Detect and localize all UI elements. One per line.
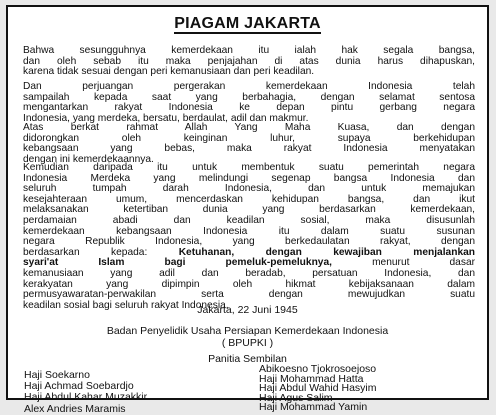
paragraph-line: dengan ini kemerdekaannya. [23,153,154,165]
paragraph-line: kerakyatan yang dipimpin oleh hikmat kebijaksanaan dalam [23,278,475,290]
signatory: Haji Abdul Wahid Hasyim [259,382,377,395]
paragraph-line: kesejahteraan umum, mencerdaskan kehidupan bangsa, dan ikut [23,193,475,205]
paragraph-line: perdamaian abadi dan keadilan sosial, maka disusunlah [23,214,475,226]
paragraph-line: Kemudian daripada itu untuk membentuk suatu pemerintah negara [23,162,475,173]
paragraph-line: Bahwa sesungguhnya kemerdekaan itu ialah hak segala bangsa, [23,45,475,56]
committee-abbreviation: ( BPUPKI ) [221,337,274,349]
paragraph-line: mengantarkan rakyat Indonesia ke depan pintu gerbang negara [23,102,475,114]
paragraph-3 [23,123,475,165]
place-date: Jakarta, 22 Juni 1945 [197,304,298,316]
paragraph-line: keadilan sosial bagi seluruh rakyat Indonesia. [23,299,229,311]
signatory: Alex Andries Maramis [24,402,126,415]
signatory: Haji Agus Salim [259,391,333,404]
paragraph-line-text: berdasarkan kepada: [23,246,148,258]
paragraph-line: kebangsaan yang bebas, maka rakyat Indonesia menyatakan [23,143,475,155]
document-title: PIAGAM JAKARTA [174,15,321,32]
paragraph-line: Indonesia, yang merdeka, bersatu, berdaulat, adil dan makmur. [23,112,309,124]
paragraph-line: Atas berkat rahmat Allah Yang Maha Kuasa, dan dengan [23,122,475,133]
paragraph-line: melaksanakan ketertiban dunia yang berdasarkan kemerdekaan, [23,204,475,216]
paragraph-line: Dan perjuangan pergerakan kemerdekaan Indonesia telah [23,81,475,92]
paragraph-line: sampailah kepada saat yang berbahagia, dengan selamat sentosa [23,91,475,103]
paragraph-line: didorongkan oleh keinginan luhur, supaya berkehidupan [23,132,475,144]
signatory: Haji Mohammad Yamin [259,401,368,414]
paragraph-line: karena tidak sesuai dengan peri kemanusiaan dan peri keadilan. [23,66,315,78]
paragraph-line: kemerdekaan kebangsaan Indonesia itu dalam suatu susunan [23,225,475,237]
paragraph-1 [23,46,475,78]
document-page [6,5,489,415]
committee-name: Badan Penyelidik Usaha Persiapan Kemerdekaan Indonesia [106,325,389,337]
paragraph-line: negara Republik Indonesia, yang berkedaulatan rakyat, dengan [23,236,475,248]
emphasis-ketuhanan: Ketuhanan, dengan kewajiban menjalankan [178,246,475,258]
paragraph-2 [23,82,475,124]
paragraph-line: Indonesia Merdeka yang melindungi segenap bangsa Indonesia dan [23,172,475,184]
paragraph-line: kemanusiaan yang adil dan beradab, persatuan Indonesia, dan [23,267,475,279]
paragraph-line: dan oleh sebab itu maka penjajahan di atas dunia harus dihapuskan, [23,55,475,67]
signatories-left [24,370,147,415]
emphasis-syariat: syari'at Islam bagi pemeluk-pemeluknya, [23,257,332,269]
signatory: Haji Mohammad Hatta [259,372,364,385]
panitia-sembilan: Panitia Sembilan [208,353,287,365]
paragraph-line-text: menurut dasar [372,257,476,269]
paragraph-line: seluruh tumpah darah Indonesia, dan untuk memajukan [23,183,475,195]
paragraph-4 [23,163,475,311]
signatory: Abikoesno Tjokrosoejoso [259,363,377,375]
signatory: Haji Soekarno [24,369,90,381]
paragraph-line: permusyawaratan-perwakilan serta dengan mewujudkan suatu [23,289,475,301]
signatory: Haji Achmad Soebardjo [24,380,134,393]
signatory: Haji Abdul Kahar Muzakkir [24,391,148,404]
